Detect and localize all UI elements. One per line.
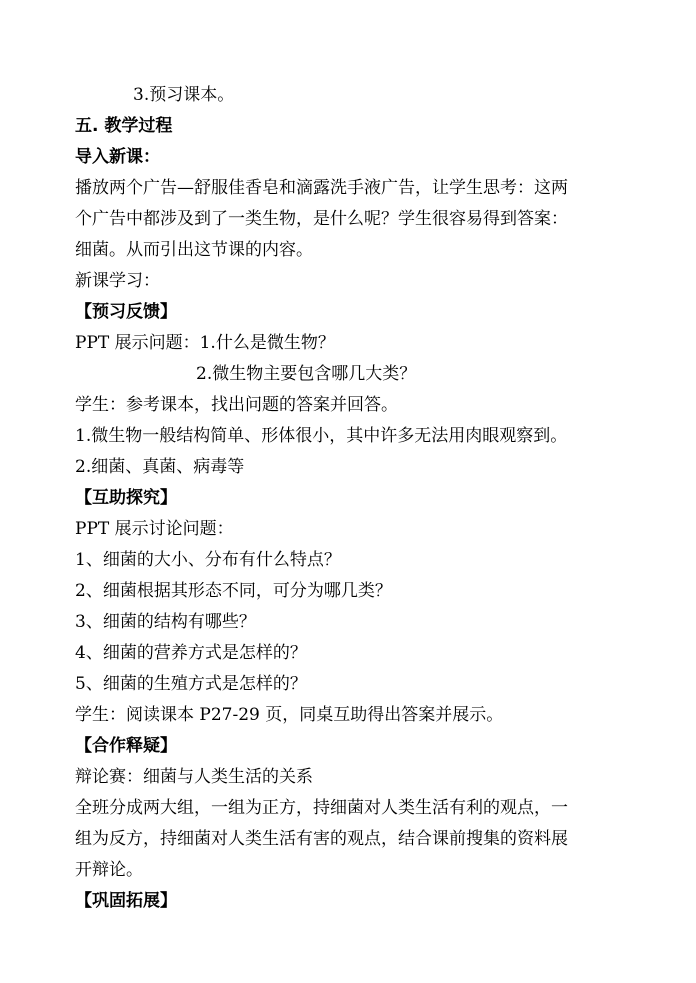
bracket-heading-mutual-inquiry: 【互助探究】 [75, 488, 177, 508]
paragraph-line: 全班分成两大组，一组为正方，持细菌对人类生活有利的观点，一 [75, 798, 568, 818]
paragraph-line: 开辩论。 [75, 860, 143, 880]
answer-line: 1.微生物一般结构简单、形体很小，其中许多无法用肉眼观察到。 [75, 426, 568, 446]
text-line-new-lesson: 新课学习： [75, 271, 160, 291]
paragraph-line: 个广告中都涉及到了一类生物，是什么呢？学生很容易得到答案： [75, 209, 568, 229]
student-line: 学生：参考课本，找出问题的答案并回答。 [75, 395, 398, 415]
paragraph-line: 播放两个广告—舒服佳香皂和滴露洗手液广告，让学生思考：这两 [75, 178, 568, 198]
bracket-heading-cooperation: 【合作释疑】 [75, 736, 177, 756]
paragraph-line: 细菌。从而引出这节课的内容。 [75, 240, 313, 260]
text-line-debate: 辩论赛：细菌与人类生活的关系 [75, 767, 313, 787]
student-line: 学生：阅读课本 P27-29 页，同桌互助得出答案并展示。 [75, 705, 504, 725]
answer-line: 2.细菌、真菌、病毒等 [75, 457, 245, 477]
paragraph-line: 组为反方，持细菌对人类生活有害的观点，结合课前搜集的资料展 [75, 829, 568, 849]
question-item: 4、细菌的营养方式是怎样的？ [75, 643, 307, 663]
question-item: 3、细菌的结构有哪些？ [75, 612, 256, 632]
question-item: 1、细菌的大小、分布有什么特点？ [75, 550, 341, 570]
text-line-preview: 3.预习课本。 [133, 85, 235, 105]
bracket-heading-preview-feedback: 【预习反馈】 [75, 302, 177, 322]
question-line: 2.微生物主要包含哪几大类？ [196, 364, 417, 384]
question-item: 2、细菌根据其形态不同，可分为哪几类？ [75, 581, 392, 601]
text-line-ppt: PPT 展示讨论问题： [75, 519, 234, 539]
question-line: PPT 展示问题：1.什么是微生物？ [75, 333, 335, 353]
bracket-heading-consolidation: 【巩固拓展】 [75, 891, 177, 911]
section-heading-teaching-process: 五. 教学过程 [75, 116, 173, 136]
subheading-intro: 导入新课： [75, 147, 160, 167]
question-item: 5、细菌的生殖方式是怎样的？ [75, 674, 307, 694]
